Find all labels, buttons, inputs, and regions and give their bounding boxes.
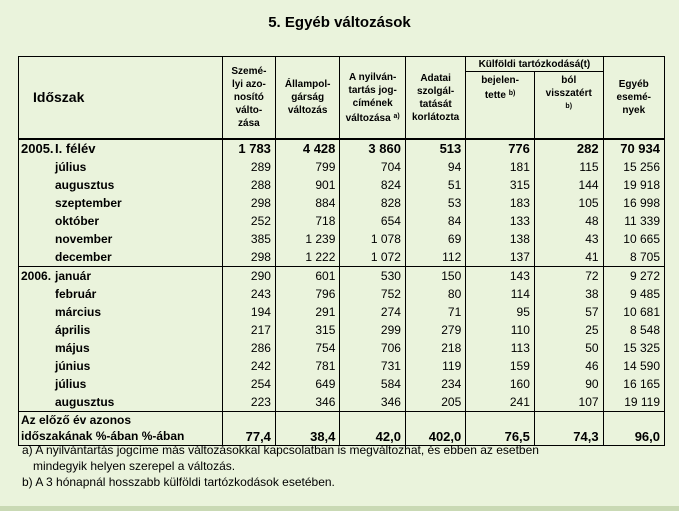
- footnote-a-cont: mindegyik helyen szerepel a változás.: [33, 459, 236, 473]
- cell: [405, 412, 465, 429]
- row-label: [19, 321, 223, 339]
- cell: 15 325: [603, 339, 664, 357]
- cell: 181: [466, 158, 535, 176]
- cell: 16 165: [603, 375, 664, 393]
- cell: 279: [405, 321, 465, 339]
- row-label: [19, 139, 223, 158]
- cell: 754: [275, 339, 339, 357]
- cell: 84: [405, 212, 465, 230]
- cell: 824: [340, 176, 406, 194]
- footnotes: [22, 442, 662, 490]
- row-label: [19, 303, 223, 321]
- pct-cell: 38,4: [275, 428, 339, 446]
- row-period: szeptember: [55, 196, 122, 210]
- cell: 649: [275, 375, 339, 393]
- cell: 94: [405, 158, 465, 176]
- cell: 241: [466, 393, 535, 412]
- cell: 71: [405, 303, 465, 321]
- cell: 290: [222, 267, 275, 286]
- cell: 70 934: [603, 139, 664, 158]
- cell: 1 222: [275, 248, 339, 267]
- table-row: [19, 248, 665, 267]
- cell: 80: [405, 285, 465, 303]
- cell: 901: [275, 176, 339, 194]
- cell: 16 998: [603, 194, 664, 212]
- cell: 584: [340, 375, 406, 393]
- cell: [466, 412, 535, 429]
- row-year: 2005.: [21, 141, 54, 156]
- cell: 243: [222, 285, 275, 303]
- pct-cell: 42,0: [340, 428, 406, 446]
- row-label: [19, 267, 223, 286]
- cell: 242: [222, 357, 275, 375]
- cell: 752: [340, 285, 406, 303]
- cell: 14 590: [603, 357, 664, 375]
- row-label: [19, 339, 223, 357]
- cell: [222, 412, 275, 429]
- cell: 282: [534, 139, 603, 158]
- cell: 3 860: [340, 139, 406, 158]
- table-row: [19, 393, 665, 412]
- row-period: július: [55, 160, 87, 174]
- pct-cell: 77,4: [222, 428, 275, 446]
- table-row: [19, 375, 665, 393]
- table-row: [19, 230, 665, 248]
- table-row: [19, 321, 665, 339]
- cell: 1 072: [340, 248, 406, 267]
- cell: 884: [275, 194, 339, 212]
- cell: 115: [534, 158, 603, 176]
- cell: [603, 412, 664, 429]
- table-row: [19, 285, 665, 303]
- row-period: július: [55, 377, 87, 391]
- row-period: november: [55, 232, 113, 246]
- cell: 48: [534, 212, 603, 230]
- cell: 288: [222, 176, 275, 194]
- row-period: március: [55, 305, 102, 319]
- cell: 8 548: [603, 321, 664, 339]
- bottom-strip: [0, 506, 679, 511]
- cell: 160: [466, 375, 535, 393]
- table-row: [19, 158, 665, 176]
- cell: 217: [222, 321, 275, 339]
- cell: 781: [275, 357, 339, 375]
- cell: 194: [222, 303, 275, 321]
- cell: 10 681: [603, 303, 664, 321]
- cell: 234: [405, 375, 465, 393]
- period-header: Időszak: [19, 57, 223, 140]
- cell: 731: [340, 357, 406, 375]
- cell: 385: [222, 230, 275, 248]
- cell: 796: [275, 285, 339, 303]
- footnote-b: b) A 3 hónapnál hosszabb külföldi tartózkodások esetében.: [22, 475, 335, 489]
- cell: 254: [222, 375, 275, 393]
- cell: 252: [222, 212, 275, 230]
- col-citizenship-header: Állampol- gárság változás: [275, 57, 339, 140]
- pct-label-line2: időszakának %-ában %-ában: [19, 428, 223, 446]
- cell: 114: [466, 285, 535, 303]
- cell: 90: [534, 375, 603, 393]
- cell: 223: [222, 393, 275, 412]
- cell: 205: [405, 393, 465, 412]
- pct-cell: 96,0: [603, 428, 664, 446]
- cell: 183: [466, 194, 535, 212]
- col-data-restriction-header: Adatai szolgál- tatását korlátozta: [405, 57, 465, 140]
- cell: 57: [534, 303, 603, 321]
- row-label: [19, 393, 223, 412]
- cell: 799: [275, 158, 339, 176]
- cell: 143: [466, 267, 535, 286]
- row-period: I. félév: [55, 141, 96, 156]
- cell: 137: [466, 248, 535, 267]
- cell: 315: [466, 176, 535, 194]
- row-period: május: [55, 341, 90, 355]
- cell: 41: [534, 248, 603, 267]
- cell: 10 665: [603, 230, 664, 248]
- cell: 107: [534, 393, 603, 412]
- row-year: 2006.: [21, 269, 52, 283]
- table-row: [19, 139, 665, 158]
- cell: 133: [466, 212, 535, 230]
- cell: 718: [275, 212, 339, 230]
- row-label: [19, 212, 223, 230]
- cell: 289: [222, 158, 275, 176]
- cell: 654: [340, 212, 406, 230]
- cell: 19 918: [603, 176, 664, 194]
- cell: 144: [534, 176, 603, 194]
- row-period: április: [55, 323, 91, 337]
- cell: 346: [340, 393, 406, 412]
- cell: 274: [340, 303, 406, 321]
- cell: 704: [340, 158, 406, 176]
- cell: 218: [405, 339, 465, 357]
- cell: 53: [405, 194, 465, 212]
- row-period: augusztus: [55, 178, 115, 192]
- row-label: [19, 285, 223, 303]
- cell: [534, 412, 603, 429]
- pct-label-line1: Az előző év azonos: [19, 412, 223, 429]
- cell: 9 485: [603, 285, 664, 303]
- cell: 298: [222, 248, 275, 267]
- cell: 4 428: [275, 139, 339, 158]
- table-row: [19, 339, 665, 357]
- cell: 11 339: [603, 212, 664, 230]
- cell: 299: [340, 321, 406, 339]
- cell: 19 119: [603, 393, 664, 412]
- pct-cell: 74,3: [534, 428, 603, 446]
- cell: 15 256: [603, 158, 664, 176]
- cell: 601: [275, 267, 339, 286]
- cell: 530: [340, 267, 406, 286]
- row-period: augusztus: [55, 395, 115, 409]
- col-other-events-header: Egyéb esemé- nyek: [603, 57, 664, 140]
- footnote-a: a) A nyilvántartás jogcíme más változásokkal kapcsolatban is megváltozhat, és ebben az esetben: [22, 443, 539, 457]
- cell: 513: [405, 139, 465, 158]
- cell: 828: [340, 194, 406, 212]
- table-row: [19, 267, 665, 286]
- cell: 286: [222, 339, 275, 357]
- cell: 95: [466, 303, 535, 321]
- cell: 706: [340, 339, 406, 357]
- cell: [275, 412, 339, 429]
- cell: 25: [534, 321, 603, 339]
- row-label: [19, 230, 223, 248]
- data-table: [18, 56, 665, 446]
- cell: 110: [466, 321, 535, 339]
- row-label: [19, 194, 223, 212]
- cell: 43: [534, 230, 603, 248]
- cell: 159: [466, 357, 535, 375]
- page-title: 5. Egyéb változások: [268, 14, 411, 31]
- cell: 138: [466, 230, 535, 248]
- col-reported-header: bejelen- tette $^{b)}$: [466, 72, 535, 140]
- cell: [340, 412, 406, 429]
- table-row: [19, 176, 665, 194]
- row-period: december: [55, 250, 112, 264]
- cell: 50: [534, 339, 603, 357]
- row-period: október: [55, 214, 100, 228]
- abroad-group-header: Külföldi tartózkodásá(t): [466, 57, 603, 72]
- cell: 776: [466, 139, 535, 158]
- row-period: január: [55, 269, 92, 283]
- cell: 298: [222, 194, 275, 212]
- cell: 46: [534, 357, 603, 375]
- col-returned-header: ból visszatért $^{b)}$: [534, 72, 603, 140]
- cell: 112: [405, 248, 465, 267]
- cell: 1 239: [275, 230, 339, 248]
- pct-row-label: [19, 412, 665, 429]
- cell: 38: [534, 285, 603, 303]
- table-row: [19, 303, 665, 321]
- row-label: [19, 176, 223, 194]
- pct-cell: 402,0: [405, 428, 465, 446]
- cell: 8 705: [603, 248, 664, 267]
- cell: 346: [275, 393, 339, 412]
- row-label: [19, 158, 223, 176]
- cell: 113: [466, 339, 535, 357]
- cell: 105: [534, 194, 603, 212]
- cell: 291: [275, 303, 339, 321]
- table-row: [19, 212, 665, 230]
- table-row: [19, 357, 665, 375]
- row-period: február: [55, 287, 97, 301]
- cell: 72: [534, 267, 603, 286]
- col-registration-title-header: A nyilván- tartás jog- címének változása $^{a)}$: [340, 57, 406, 140]
- cell: 51: [405, 176, 465, 194]
- cell: 9 272: [603, 267, 664, 286]
- table-row: [19, 194, 665, 212]
- cell: 69: [405, 230, 465, 248]
- cell: 150: [405, 267, 465, 286]
- cell: 119: [405, 357, 465, 375]
- cell: 1 783: [222, 139, 275, 158]
- cell: 315: [275, 321, 339, 339]
- row-period: június: [55, 359, 91, 373]
- row-label: [19, 248, 223, 267]
- row-label: [19, 357, 223, 375]
- col-id-change-header: Szemé- lyi azo- nosító válto- zása: [222, 57, 275, 140]
- cell: 1 078: [340, 230, 406, 248]
- row-label: [19, 375, 223, 393]
- pct-cell: 76,5: [466, 428, 535, 446]
